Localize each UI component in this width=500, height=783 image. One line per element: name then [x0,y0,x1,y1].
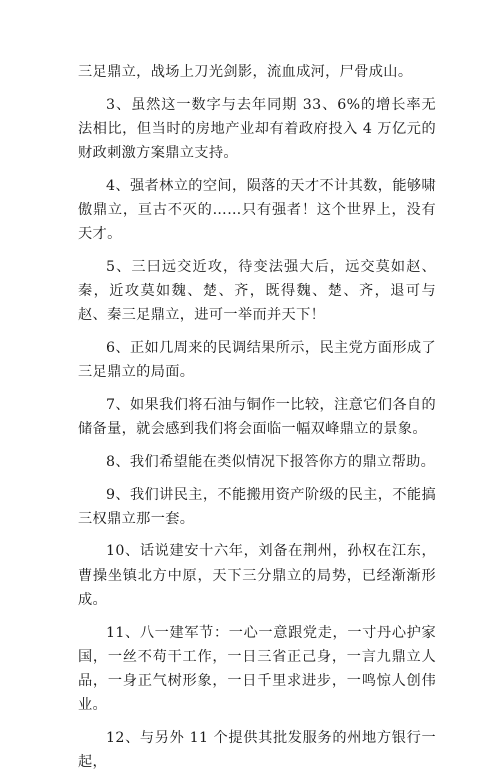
paragraph-item-8: 8、我们希望能在类似情况下报答你方的鼎立帮助。 [106,453,436,470]
paragraph-item-10: 10、话说建安十六年，刘备在荆州，孙权在江东，曹操坐镇北方中原，天下三分鼎立的局势，已经渐渐形成。 [78,543,436,608]
paragraph-item-12: 12、与另外 11 个提供其批发服务的州地方银行一起， [78,729,436,771]
paragraph-item-6: 6、正如几周来的民调结果所示，民主党方面形成了三足鼎立的局面。 [78,340,436,381]
paragraph-item-5: 5、三曰远交近攻，待变法强大后，远交莫如赵、秦，近攻莫如魏、楚、齐，既得魏、楚、齐，退可与赵、秦三足鼎立，进可一举而并天下！ [78,258,436,324]
paragraph-item-3: 3、虽然这一数字与去年同期 33、6%的增长率无法相比，但当时的房地产业却有着政府投入 4 万亿元的财政刺激方案鼎立支持。 [78,96,436,162]
paragraph-item-4: 4、强者林立的空间，陨落的天才不计其数，能够啸傲鼎立，亘古不灭的……只有强者！这个世界上，没有天才。 [78,177,436,243]
paragraph-continuation: 三足鼎立，战场上刀光剑影，流血成河，尸骨成山。 [78,64,413,80]
paragraph-item-7: 7、如果我们将石油与铜作一比较，注意它们各自的储备量，就会感到我们将会面临一幅双峰鼎立的景象。 [78,396,436,438]
paragraph-item-9: 9、我们讲民主，不能搬用资产阶级的民主，不能搞三权鼎立那一套。 [78,486,436,527]
document-body [78,60,436,783]
paragraph-item-11: 11、八一建军节：一心一意跟党走，一寸丹心护家国，一丝不苟干工作，一日三省正己身，一言九鼎立人品，一身正气树形象，一日千里求进步，一鸣惊人创伟业。 [78,624,436,714]
